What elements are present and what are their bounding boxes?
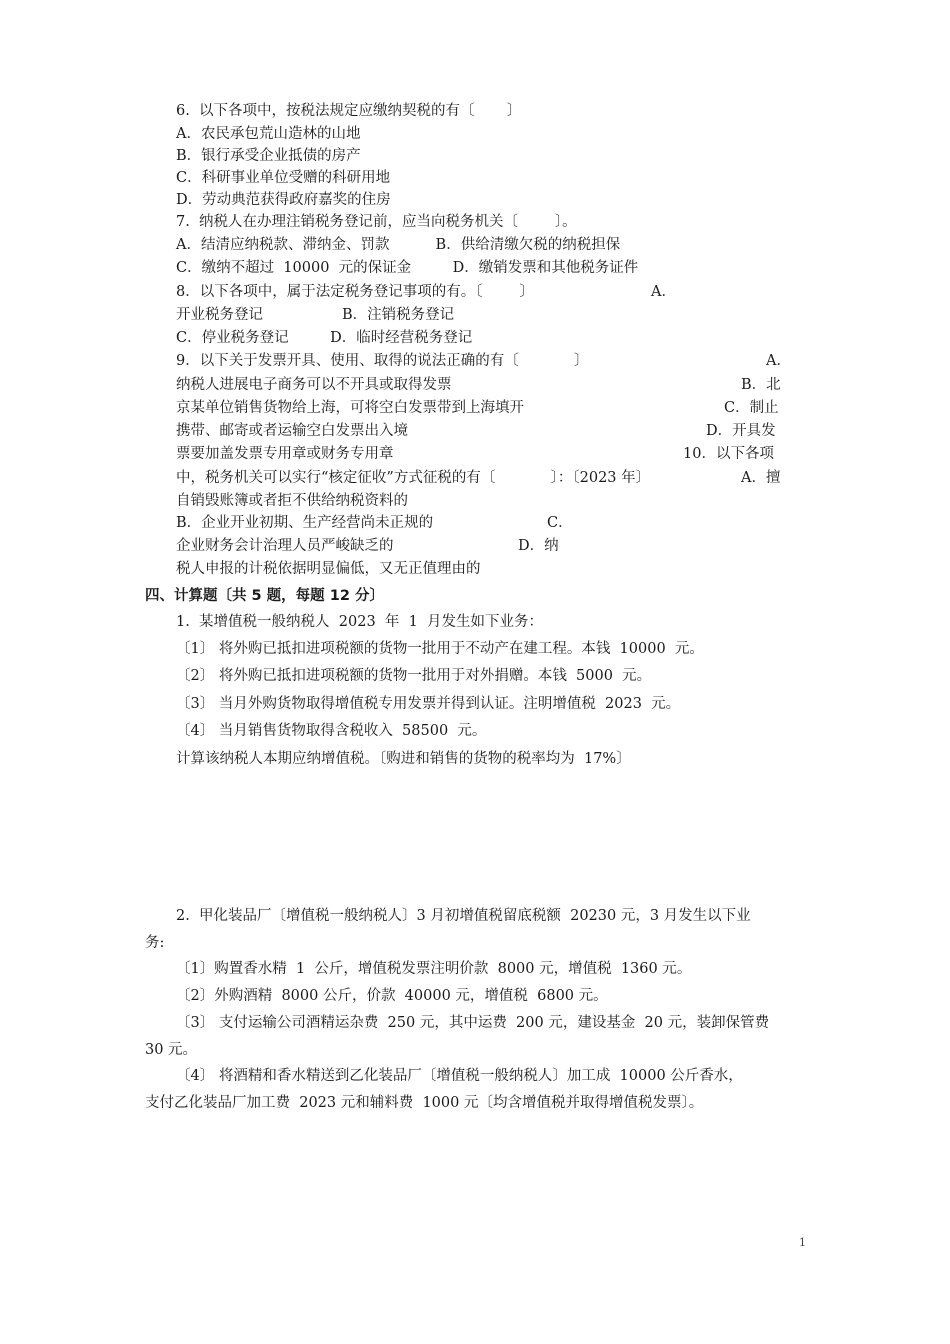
calc2-stem-line-2: 务: — [145, 935, 165, 951]
q9-option-b-text: 京某单位销售货物给上海，可将空白发票带到上海填开 — [176, 400, 524, 416]
q9-option-d-letter: D．开具发 — [706, 423, 776, 439]
q6-stem: 6. 以下各项中，按税法规定应缴纳契税的有〔 〕 — [176, 103, 522, 119]
q7-stem: 7. 纳税人在办理注销税务登记前，应当向税务机关〔 〕。 — [176, 214, 577, 230]
page-number: 1 — [799, 1236, 806, 1249]
q6-option-d: D．劳动典范获得政府嘉奖的住房 — [176, 192, 391, 208]
calc2-item-4-line-2: 支付乙化装品厂加工费 2023 元和辅料费 1000 元〔均含增值税并取得增值税发票〕。 — [145, 1095, 704, 1111]
q10-lead: 10．以下各项 — [683, 446, 774, 462]
q10-option-d-text: 税人申报的计税依据明显偏低，又无正值理由的 — [176, 561, 481, 577]
q9-option-c-letter: C．制止 — [724, 400, 779, 416]
q7-options-cd: C．缴纳不超过 10000 元的保证金 D．缴销发票和其他税务证件 — [176, 260, 639, 276]
q10-option-c-letter: C． — [547, 515, 573, 531]
q8-option-b: B．注销税务登记 — [342, 307, 455, 323]
q9-option-a-text: 纳税人进展电子商务可以不开具或取得发票 — [176, 377, 452, 393]
q6-option-a: A．农民承包荒山造林的山地 — [176, 126, 361, 142]
calc2-stem-line-1: 2. 甲化装品厂〔增值税一般纳税人〕3 月初增值税留底税额 20230 元，3 月发生以下业 — [176, 908, 751, 924]
q8-options-cd: C．停业税务登记 D．临时经营税务登记 — [176, 330, 473, 346]
q10-option-a-text: 自销毁账簿或者拒不供给纳税资料的 — [176, 493, 408, 509]
calc1-item-3: 〔3〕 当月外购货物取得增值税专用发票并得到认证。注明增值税 2023 元。 — [176, 696, 681, 712]
calc1-item-2: 〔2〕 将外购已抵扣进项税额的货物一批用于对外捐赠。本钱 5000 元。 — [176, 668, 652, 684]
calc2-item-3-line-1: 〔3〕 支付运输公司酒精运杂费 250 元，其中运费 200 元，建设基金 20 元，装卸保管费 — [176, 1015, 770, 1031]
q9-option-b-letter: B．北 — [741, 377, 781, 393]
q8-option-a-text: 开业税务登记 — [176, 307, 263, 323]
calc1-requirement: 计算该纳税人本期应纳增值税。〔购进和销售的货物的税率均为 17%〕 — [176, 751, 631, 767]
q10-option-d-letter: D．纳 — [518, 538, 559, 554]
q9-stem: 9．以下关于发票开具、使用、取得的说法正确的有〔 〕 — [176, 353, 589, 369]
section-title: 四、计算题〔共 5 题，每题 12 分〕 — [145, 588, 384, 604]
calc1-item-4: 〔4〕 当月销售货物取得含税收入 58500 元。 — [176, 723, 487, 739]
q9-option-c-text: 携带、邮寄或者运输空白发票出入境 — [176, 423, 408, 439]
calc1-stem: 1. 某增值税一般纳税人 2023 年 1 月发生如下业务： — [176, 614, 544, 630]
calc2-item-2: 〔2〕外购酒精 8000 公斤，价款 40000 元，增值税 6800 元。 — [176, 988, 608, 1004]
calc2-item-4-line-1: 〔4〕 将酒精和香水精送到乙化装品厂〔增值税一般纳税人〕加工成 10000 公斤香水， — [176, 1068, 743, 1084]
q6-option-b: B．银行承受企业抵债的房产 — [176, 148, 361, 164]
calc2-item-3-line-2: 30 元。 — [145, 1042, 198, 1058]
q10-option-b: B．企业开业初期、生产经营尚未正规的 — [176, 515, 434, 531]
calc1-item-1: 〔1〕 将外购已抵扣进项税额的货物一批用于不动产在建工程。本钱 10000 元。 — [176, 641, 704, 657]
q6-option-c: C．科研事业单位受赠的科研用地 — [176, 170, 391, 186]
q8-option-a-letter: A． — [651, 284, 676, 300]
q10-option-a-letter: A．擅 — [741, 470, 781, 486]
calc2-item-1: 〔1〕购置香水精 1 公斤，增值税发票注明价款 8000 元，增值税 1360 元。 — [176, 961, 692, 977]
q9-option-a-letter: A． — [766, 353, 791, 369]
q7-options-ab: A．结清应纳税款、滞纳金、罚款 B．供给清缴欠税的纳税担保 — [176, 237, 621, 253]
q9-option-d-text: 票要加盖发票专用章或财务专用章 — [176, 446, 394, 462]
q10-stem: 中，税务机关可以实行“核定征收”方式征税的有〔 〕：〔2023 年〕 — [176, 470, 651, 486]
q10-option-c-text: 企业财务会计治理人员严峻缺乏的 — [176, 538, 394, 554]
q8-stem: 8．以下各项中，属于法定税务登记事项的有。〔 〕 — [176, 284, 534, 300]
